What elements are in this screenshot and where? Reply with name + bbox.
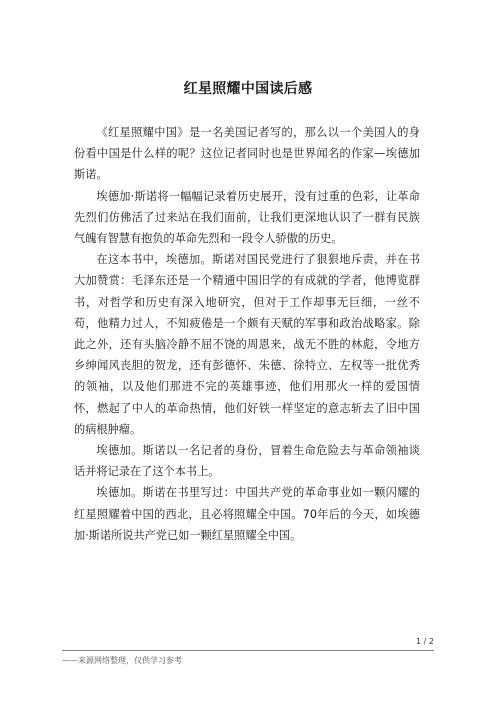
paragraph-1: 《红星照耀中国》是一名美国记者写的，那么以一个美国人的身份看中国是什么样的呢？这位记者同时也是世界闻名的作家—埃德加斯诺。 bbox=[74, 126, 420, 182]
paragraph-3: 在这本书中，埃德加。斯诺对国民党进行了狠狠地斥责，并在书大加赞赏：毛泽东还是一个精通中国旧学的有成就的学者，他博览群书，对哲学和历史有深入地研究，但对于工作却事无巨细，一丝不苟，他精力过人，不知疲倦是一个颇有天赋的军事和政治战略家。除此之外，还有头脑冷静不屈不饶的周恩来，战无不胜的林彪，令地方乡绅闻风丧胆的贺龙，还有彭德怀、朱德、徐特立、左权等一批优秀的领袖，以及他们那进不完的英雄事迹，他们用那火一样的爱国情怀，燃起了中人的革命热情，他们好铁一样坚定的意志斩去了旧中国的病根肿瘤。 bbox=[74, 253, 420, 436]
paragraph-5: 埃德加。斯诺在书里写过：中国共产党的革命事业如一颗闪耀的红星照耀着中国的西北，且必将照耀全中国。70年后的今天，如埃德加·斯诺所说共产党已如一颗红星照耀全中国。 bbox=[74, 486, 420, 542]
paragraph-2: 埃德加·斯诺将一幅幅记录着历史展开，没有过重的色彩，让革命先烈们仿佛活了过来站在我们面前，让我们更深地认识了一群有民族气魄有智慧有抱负的革命先烈和一段令人骄傲的历史。 bbox=[74, 189, 420, 246]
document-title: 红星照耀中国读后感 bbox=[183, 81, 313, 97]
page-number: 1 / 2 bbox=[416, 637, 434, 646]
document-body bbox=[74, 122, 420, 546]
footer-divider bbox=[62, 650, 434, 651]
paragraph-4: 埃德加。斯诺以一名记者的身份，冒着生命危险去与革命领袖谈话并将记录在了这个本书上。 bbox=[74, 444, 420, 479]
footer-source-note: ——来源网络整理，仅供学习参考 bbox=[62, 656, 182, 665]
